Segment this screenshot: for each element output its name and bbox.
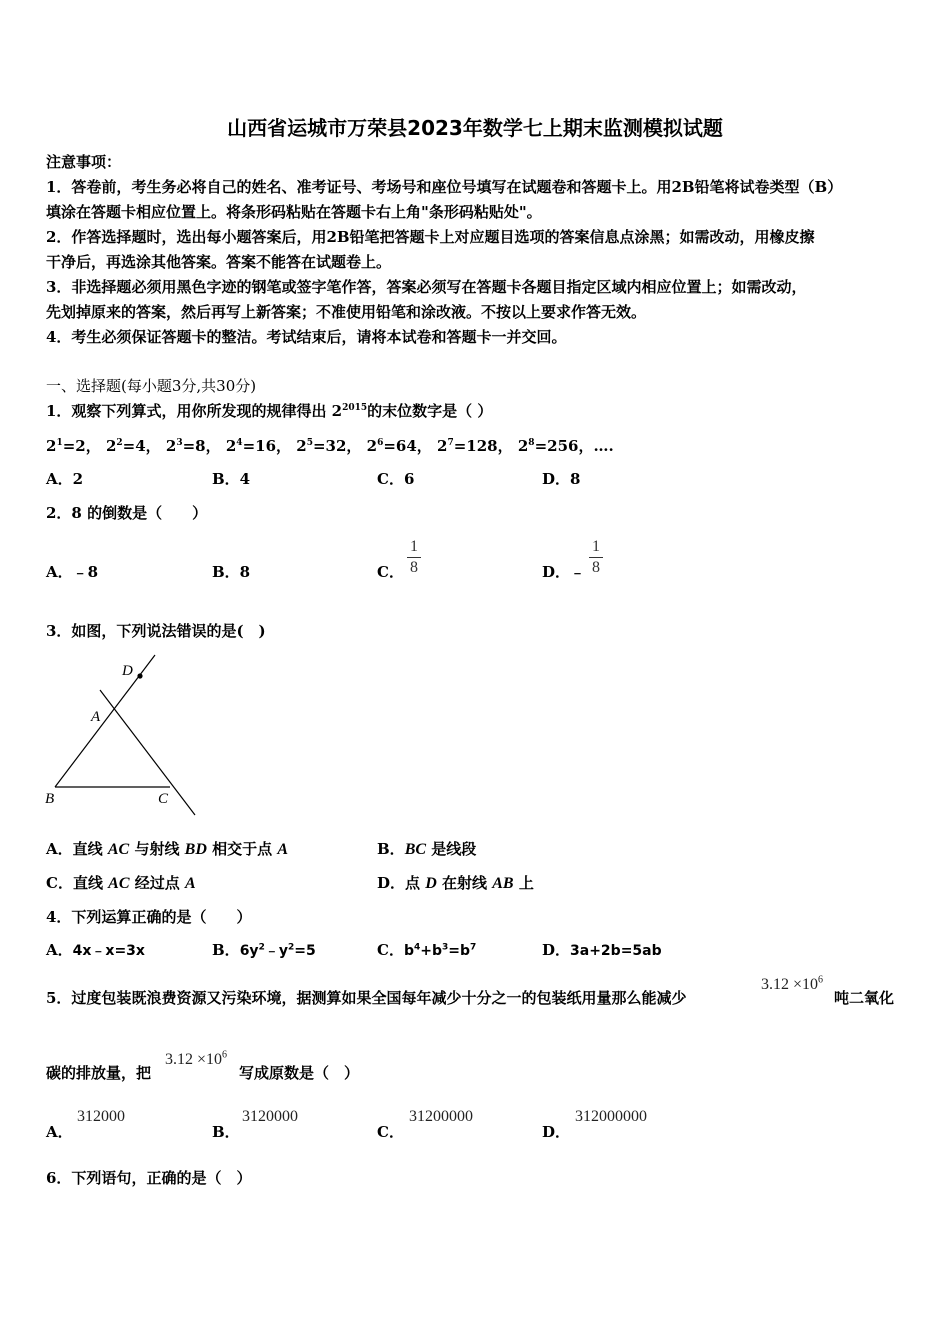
q5-option-a-value: 312000: [77, 1108, 125, 1125]
expr-part: 6y: [239, 943, 259, 959]
seq-val: =64，: [383, 437, 432, 455]
math-var: AC: [107, 841, 130, 858]
q2-option-c[interactable]: C．: [377, 563, 404, 581]
seq-exp: 4: [236, 438, 243, 448]
question-5-stem-line2: 碳的排放量，把: [46, 1064, 152, 1082]
q5-option-b-label[interactable]: B．: [212, 1123, 240, 1141]
seq-base: 2: [296, 437, 307, 455]
expr-part: =b: [448, 943, 471, 959]
math-var: A: [184, 875, 196, 892]
option-label: B．: [212, 941, 240, 959]
q4-option-b[interactable]: [212, 940, 316, 961]
seq-base: 2: [46, 437, 57, 455]
math-var: D: [425, 875, 437, 892]
fraction-denominator: 8: [410, 559, 418, 576]
seq-exp: 6: [377, 438, 384, 448]
seq-val: =256，….: [534, 437, 614, 455]
q1-option-d[interactable]: D．8: [542, 470, 581, 488]
sci-exp: 6: [222, 1049, 228, 1061]
notice-heading: 注意事项：: [46, 153, 122, 171]
expr-exp: 2: [287, 942, 295, 953]
text: 相交于点: [206, 840, 278, 858]
seq-base: 2: [225, 437, 237, 455]
seq-exp: 3: [176, 438, 183, 448]
seq-exp: 1: [56, 438, 63, 448]
label-d: D: [122, 663, 133, 679]
q3-option-d[interactable]: [377, 873, 534, 894]
seq-val: =128，: [453, 437, 513, 455]
seq-exp: 5: [306, 438, 313, 448]
q5-sci-notation: [761, 976, 823, 994]
q5-sci-notation-2: [165, 1051, 227, 1069]
seq-exp: 7: [447, 438, 454, 448]
q5-option-c-label[interactable]: C．: [377, 1123, 404, 1141]
notice-line: 1．答卷前，考生务必将自己的姓名、准考证号、考场号和座位号填写在试题卷和答题卡上。用2B铅笔将试卷类型（B）: [46, 178, 843, 196]
sci-mantissa: 3.12 ×10: [165, 1051, 223, 1068]
q1-option-a[interactable]: A．2: [46, 470, 84, 488]
text: C．直线: [46, 874, 109, 892]
option-label: C．: [377, 941, 404, 959]
math-var: AC: [108, 875, 130, 892]
q3-option-a[interactable]: [46, 839, 288, 860]
option-label: D．: [542, 941, 571, 959]
option-expression: [404, 943, 476, 959]
question-1-stem: [46, 401, 492, 421]
page-title: 山西省运城市万荣县2023年数学七上期末监测模拟试题: [227, 116, 723, 140]
seq-val: =16，: [242, 437, 292, 455]
seq-val: =32，: [312, 437, 362, 455]
q5-option-b-value: 3120000: [242, 1108, 298, 1125]
question-6-stem: 6．下列语句，正确的是（ ）: [46, 1169, 252, 1187]
text: 在射线: [436, 874, 493, 892]
question-5-stem-end: 吨二氧化: [834, 989, 895, 1007]
expr-part: b: [403, 943, 414, 959]
sci-exp: 6: [818, 974, 824, 986]
q3-geometry-figure: [40, 650, 210, 825]
question-4-stem: 4．下列运算正确的是（ ）: [46, 908, 252, 926]
q5-option-c-value: 31200000: [409, 1108, 473, 1125]
q5-option-a-label[interactable]: A．: [46, 1123, 73, 1141]
question-2-stem: 2．8 的倒数是（ ）: [46, 504, 208, 522]
q4-option-c[interactable]: [377, 940, 476, 961]
expr-exp: 4: [413, 942, 421, 953]
q3-option-c[interactable]: [46, 873, 196, 894]
q1-stem-exp: 2015: [342, 403, 368, 413]
seq-exp: 2: [116, 438, 123, 448]
notice-line: 先划掉原来的答案，然后再写上新答案；不准使用铅笔和涂改液。不按以上要求作答无效。: [46, 303, 647, 321]
notice-line: 干净后，再选涂其他答案。答案不能答在试题卷上。: [46, 253, 392, 271]
q4-option-d[interactable]: [542, 940, 662, 961]
question-3-stem: 3．如图，下列说法错误的是( ): [46, 622, 266, 640]
text: A．直线: [46, 840, 108, 858]
seq-base: 2: [517, 437, 529, 455]
q2-option-b[interactable]: B．8: [212, 563, 251, 581]
seq-exp: 8: [528, 438, 535, 448]
q1-option-b[interactable]: B．4: [212, 470, 251, 488]
label-b: B: [45, 791, 55, 807]
math-var: AB: [492, 875, 514, 892]
option-expression: 4x﹣x=3x: [72, 943, 145, 959]
q3-option-b[interactable]: [377, 839, 476, 860]
text: D．点: [377, 874, 426, 892]
seq-val: =2，: [62, 437, 101, 455]
seq-base: 2: [437, 437, 448, 455]
fraction-bar: [407, 557, 421, 558]
option-expression: 3a+2b=5ab: [570, 943, 662, 959]
point-d: [137, 673, 142, 678]
q1-sequence: [46, 436, 614, 456]
q2-fraction-c: [404, 538, 424, 577]
option-label: A．: [46, 941, 73, 959]
q4-option-a[interactable]: [46, 940, 145, 961]
label-a: A: [91, 709, 101, 725]
math-var: A: [277, 841, 289, 858]
q5-option-d-label[interactable]: D．: [542, 1123, 571, 1141]
seq-val: =4，: [122, 437, 161, 455]
expr-part: +b: [420, 943, 443, 959]
question-5-stem-line2-end: 写成原数是（ ）: [239, 1064, 360, 1082]
seq-base: 2: [105, 437, 117, 455]
q1-option-c[interactable]: C．6: [377, 470, 415, 488]
text: B．: [377, 840, 405, 858]
fraction-numerator: 1: [410, 538, 418, 555]
q2-option-d[interactable]: D．﹣: [542, 563, 586, 581]
fraction-bar: [589, 557, 603, 558]
q5-option-d-value: 312000000: [575, 1108, 647, 1125]
expr-part: =5: [294, 943, 316, 959]
q2-fraction-d: [586, 538, 606, 577]
question-5-stem-line1: 5．过度包装既浪费资源又污染环境，据测算如果全国每年减少十分之一的包装纸用量那么能减少: [46, 989, 687, 1007]
text: 经过点: [129, 874, 185, 892]
text: 与射线: [129, 840, 185, 858]
expr-part: ﹣y: [264, 943, 288, 959]
expr-exp: 3: [442, 942, 449, 953]
expr-exp: 7: [470, 942, 477, 953]
section-heading: 一、选择题(每小题3分,共30分): [46, 377, 257, 395]
expr-exp: 2: [258, 942, 265, 953]
text: 上: [513, 874, 534, 892]
math-var: BC: [404, 841, 427, 858]
notice-line: 4．考生必须保证答题卡的整洁。考试结束后，请将本试卷和答题卡一并交回。: [46, 328, 567, 346]
seq-base: 2: [165, 437, 177, 455]
q1-stem-a: 1．观察下列算式，用你所发现的规律得出 2: [46, 402, 343, 420]
label-c: C: [158, 791, 169, 807]
q2-option-a[interactable]: A．﹣8: [46, 563, 99, 581]
line-ac: [100, 690, 195, 815]
sci-mantissa: 3.12 ×10: [761, 976, 819, 993]
notice-line: 2．作答选择题时，选出每小题答案后，用2B铅笔把答题卡上对应题目选项的答案信息点涂黑；如需改动，用橡皮擦: [46, 228, 815, 246]
q1-stem-b: 的末位数字是（ ）: [367, 402, 493, 420]
fraction-denominator: 8: [592, 559, 600, 576]
math-var: BD: [184, 841, 207, 858]
fraction-numerator: 1: [592, 538, 600, 555]
option-expression: [240, 943, 316, 959]
seq-base: 2: [366, 437, 378, 455]
notice-line: 3．非选择题必须用黑色字迹的钢笔或签字笔作答，答案必须写在答题卡各题目指定区域内相应位置上；如需改动，: [46, 278, 807, 296]
notice-line: 填涂在答题卡相应位置上。将条形码粘贴在答题卡右上角"条形码粘贴处"。: [46, 203, 542, 221]
text: 是线段: [426, 840, 477, 858]
seq-val: =8，: [182, 437, 221, 455]
